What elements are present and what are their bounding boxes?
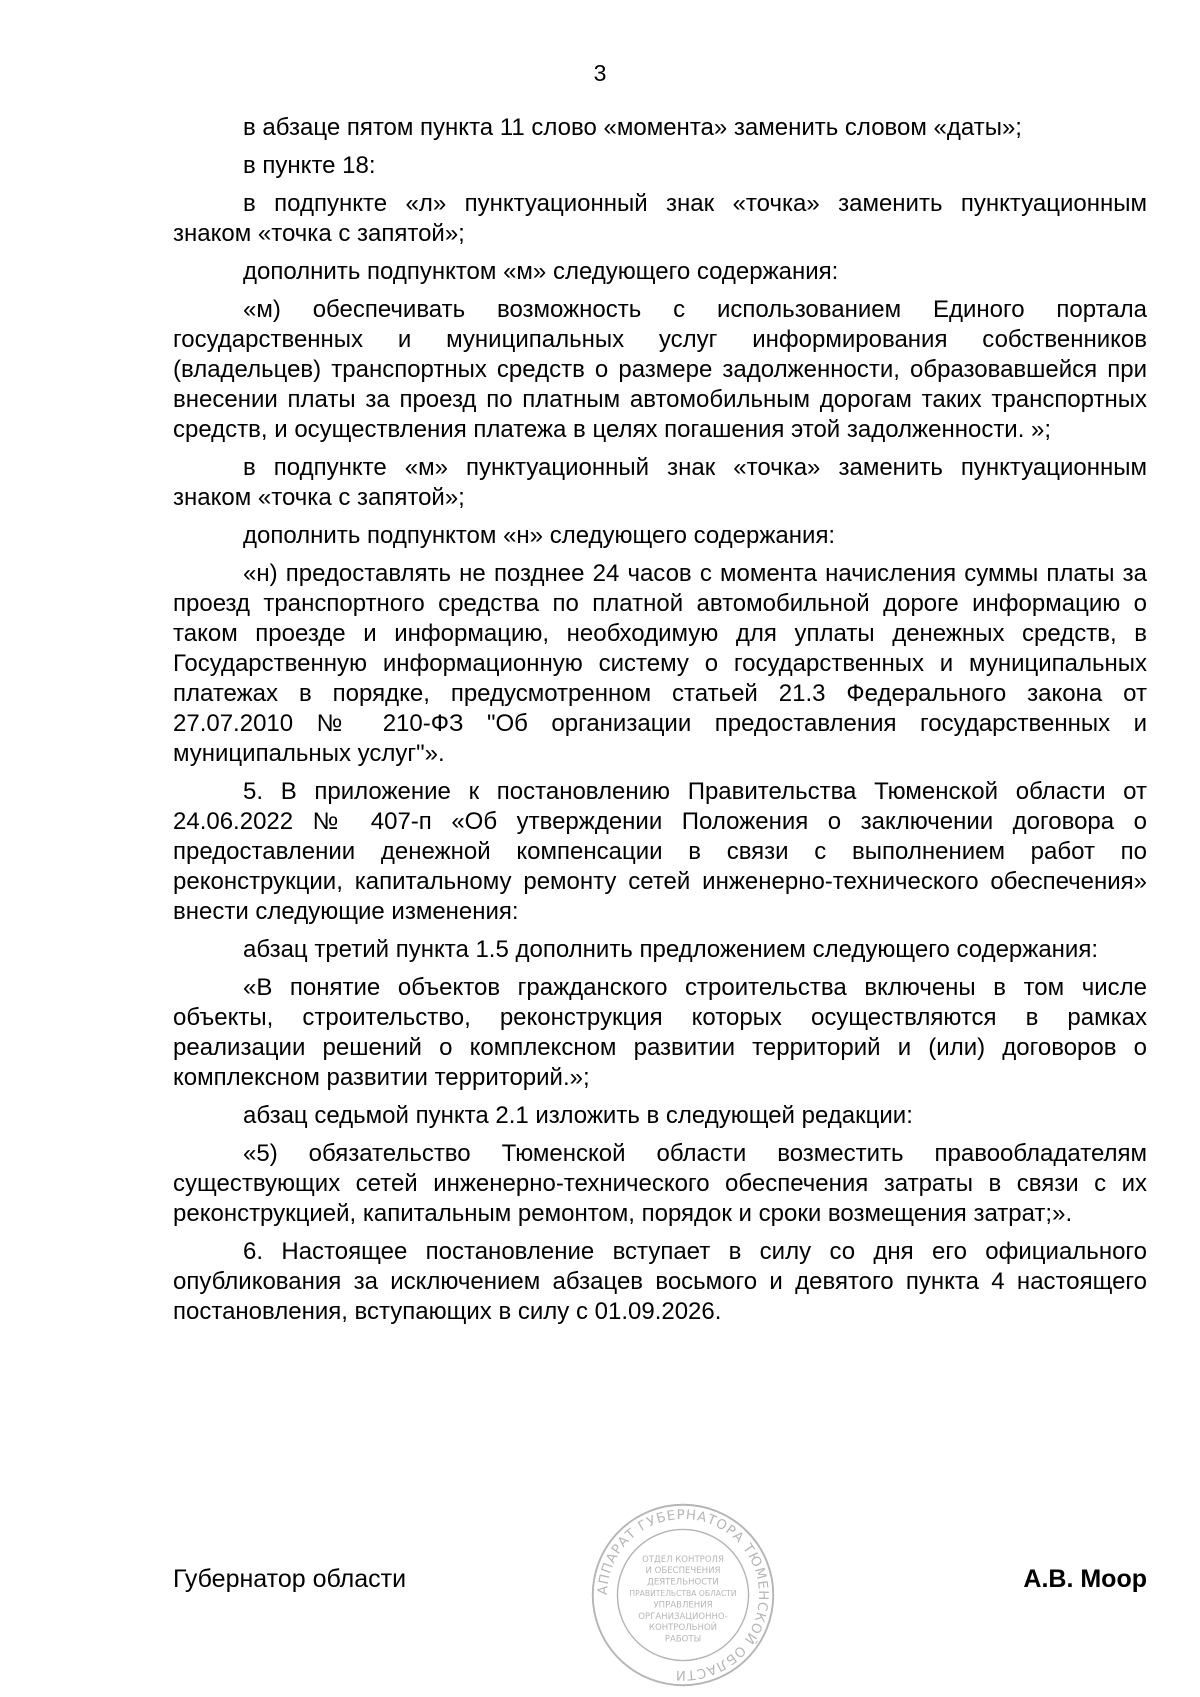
svg-text:КОНТРОЛЬНОЙ: КОНТРОЛЬНОЙ (648, 1623, 718, 1634)
signer-name: А.В. Моор (1023, 1565, 1147, 1593)
stamp-ring-text: АППАРАТ ГУБЕРНАТОРА ТЮМЕНСКОЙ ОБЛАСТИ (595, 1507, 771, 1683)
paragraph: дополнить подпунктом «н» следующего содержания: (243, 522, 836, 549)
paragraph: 6. Настоящее постановление вступает в силу со дня его официального опубликования за исключением абзацев восьмого и девятого пункта 4 настоящего постановления, вступающих в силу с 01.09.2026. (173, 1238, 1147, 1325)
signature-block (173, 1564, 1147, 1604)
svg-text:ДЕЯТЕЛЬНОСТИ: ДЕЯТЕЛЬНОСТИ (647, 1577, 719, 1588)
paragraph: в подпункте «м» пунктуационный знак «точка» заменить пунктуационным знаком «точка с запятой»; (173, 454, 1147, 511)
paragraph: 5. В приложение к постановлению Правительства Тюменской области от 24.06.2022 № 407-п «Об утверждении Положения о заключении договора о предоставлении денежной компенсации в связи с выполнением работ по реконструкции, капитальному ремонту сетей инженерно-технического обеспечения» внести следующие изменения: (173, 778, 1147, 925)
svg-text:И ОБЕСПЕЧЕНИЯ: И ОБЕСПЕЧЕНИЯ (645, 1566, 721, 1577)
paragraph: «м) обеспечивать возможность с использованием Единого портала государственных и муниципальных услуг информирования собственников (владельцев) транспортных средств о размере задолженности, образовавшейся при внесении платы за проезд по платным автомобильным дорогам таких транспортных средств, и осуществления платежа в целях погашения этой задолженности. »; (173, 296, 1147, 443)
svg-text:ОТДЕЛ КОНТРОЛЯ: ОТДЕЛ КОНТРОЛЯ (642, 1554, 724, 1565)
svg-text:ПРАВИТЕЛЬСТВА ОБЛАСТИ: ПРАВИТЕЛЬСТВА ОБЛАСТИ (629, 1588, 737, 1598)
paragraph: в пункте 18: (243, 152, 376, 179)
paragraph: «5) обязательство Тюменской области возместить правообладателям существующих сетей инженерно-технического обеспечения затраты в связи с их реконструкцией, капитальным ремонтом, порядок и сроки возмещения затрат;». (173, 1140, 1147, 1227)
svg-text:УПРАВЛЕНИЯ: УПРАВЛЕНИЯ (653, 1600, 713, 1611)
paragraph: в подпункте «л» пунктуационный знак «точка» заменить пунктуационным знаком «точка с запятой»; (173, 190, 1147, 247)
svg-text:ОРГАНИЗАЦИОННО-: ОРГАНИЗАЦИОННО- (638, 1611, 728, 1622)
page-number: 3 (593, 60, 607, 86)
paragraph: «В понятие объектов гражданского строительства включены в том числе объекты, строительство, реконструкция которых осуществляются в рамках реализации решений о комплексном развитии территорий и (или) договоров о комплексном развитии территорий.»; (173, 974, 1147, 1091)
document-body (173, 113, 1147, 1335)
signer-title: Губернатор области (173, 1565, 407, 1593)
paragraph: дополнить подпунктом «м» следующего содержания: (243, 258, 839, 285)
paragraph: «н) предоставлять не позднее 24 часов с момента начисления суммы платы за проезд транспортного средства по платной автомобильной дороге информацию о таком проезде и информацию, необходимую для уплаты денежных средств, в Государственную информационную систему о государственных и муниципальных платежах в порядке, предусмотренном статьей 21.3 Федерального закона от 27.07.2010 № 210-ФЗ "Об организации предоставления государственных и муниципальных услуг"». (173, 560, 1147, 767)
paragraph: в абзаце пятом пункта 11 слово «момента» заменить словом «даты»; (243, 114, 1022, 141)
svg-text:РАБОТЫ: РАБОТЫ (664, 1634, 702, 1645)
paragraph: абзац седьмой пункта 2.1 изложить в следующей редакции: (243, 1102, 913, 1129)
paragraph: абзац третий пункта 1.5 дополнить предложением следующего содержания: (243, 936, 1098, 963)
